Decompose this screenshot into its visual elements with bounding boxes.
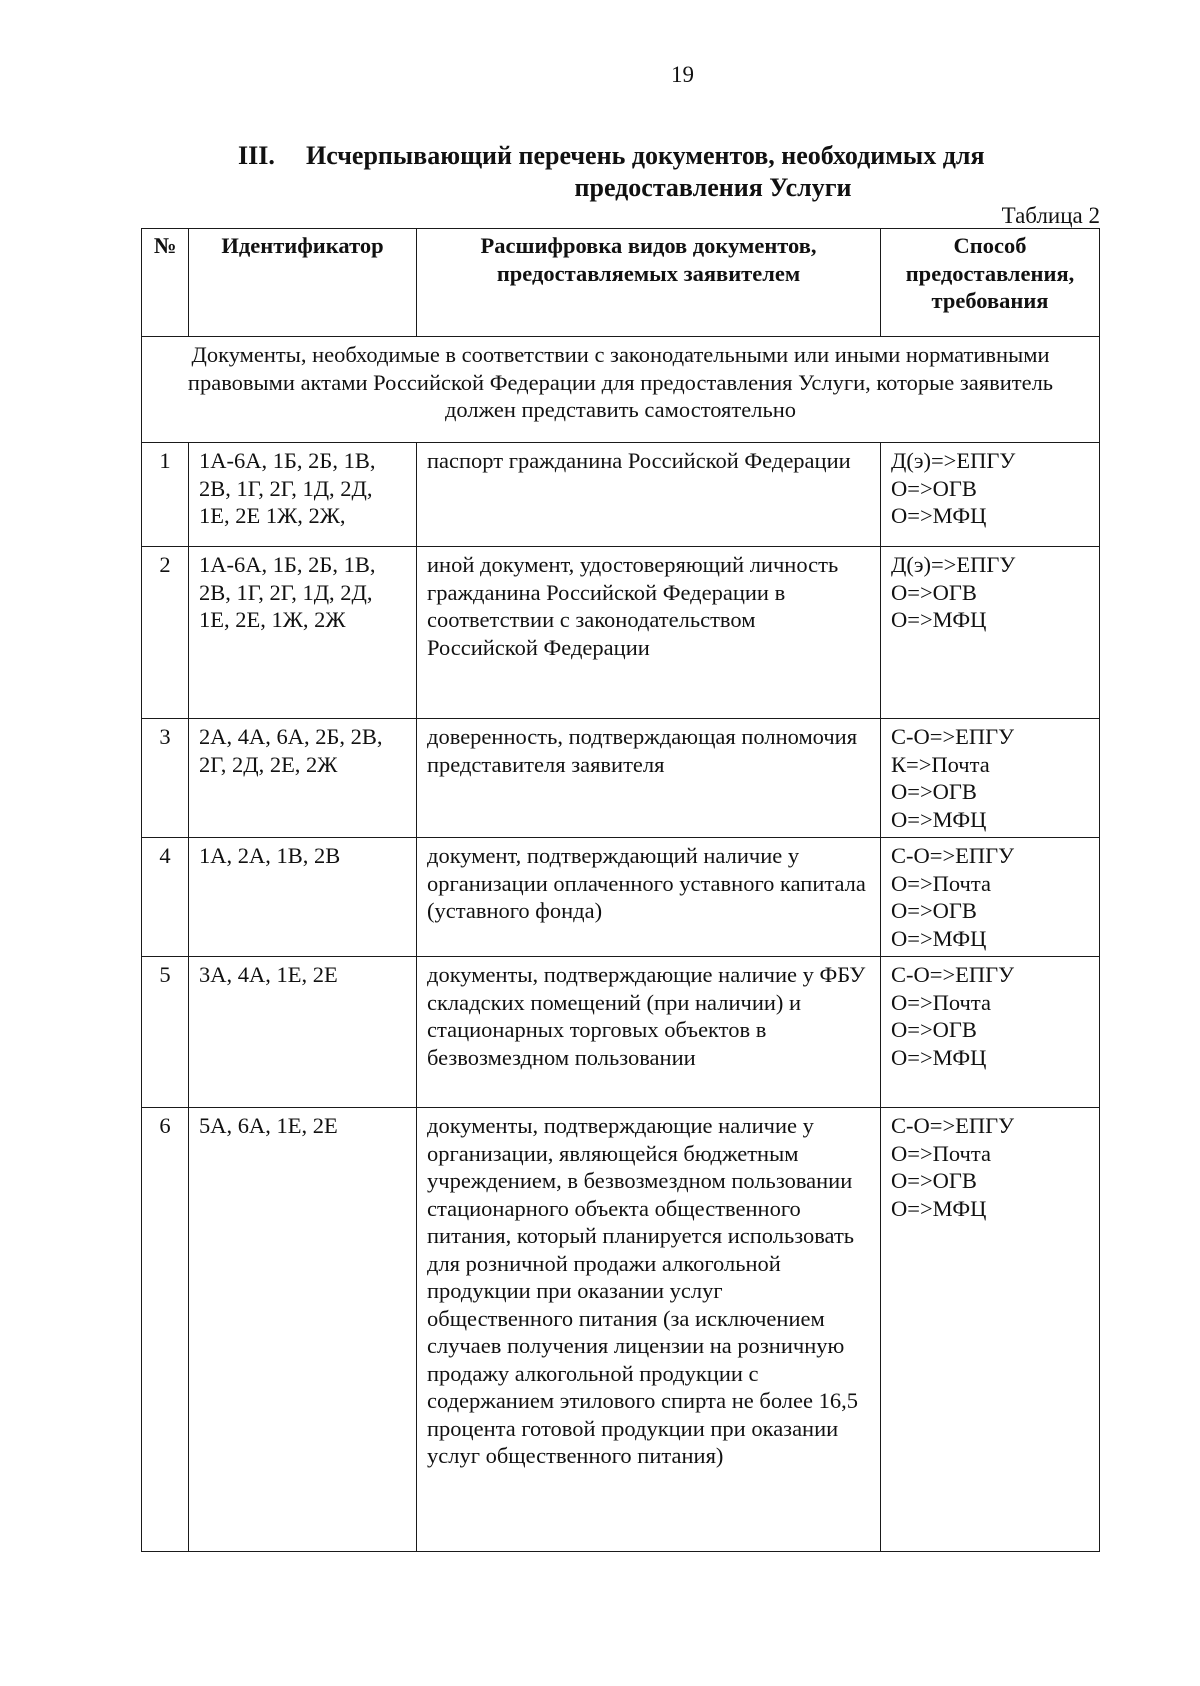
row-number: 4 bbox=[142, 838, 189, 957]
section-heading bbox=[238, 140, 1118, 204]
row-methods bbox=[881, 547, 1100, 719]
heading-line-2: предоставления Услуги bbox=[574, 173, 852, 202]
page-number: 19 bbox=[671, 62, 694, 87]
row-description: документы, подтверждающие наличие у ФБУ складских помещений (при наличии) и стационарных торговых объектов в безвозмездном пользовании bbox=[417, 957, 881, 1108]
table-row bbox=[142, 957, 1100, 1108]
method-line: О=>МФЦ bbox=[891, 607, 987, 632]
row-description: паспорт гражданина Российской Федерации bbox=[417, 443, 881, 547]
table-row bbox=[142, 719, 1100, 838]
row-methods bbox=[881, 719, 1100, 838]
row-description: документ, подтверждающий наличие у организации оплаченного уставного капитала (уставного фонда) bbox=[417, 838, 881, 957]
documents-table bbox=[141, 228, 1100, 1552]
row-number: 3 bbox=[142, 719, 189, 838]
method-line: О=>Почта bbox=[891, 870, 991, 896]
table-row bbox=[142, 1108, 1100, 1552]
method-line: О=>ОГВ bbox=[891, 1168, 977, 1193]
row-number: 6 bbox=[142, 1108, 189, 1552]
method-line: О=>ОГВ bbox=[891, 898, 977, 923]
table-row bbox=[142, 838, 1100, 957]
method-line: О=>ОГВ bbox=[891, 1017, 977, 1042]
method-line: Д(э)=>ЕПГУ bbox=[891, 552, 1016, 577]
row-methods bbox=[881, 957, 1100, 1108]
row-methods bbox=[881, 443, 1100, 547]
row-methods bbox=[881, 1108, 1100, 1552]
method-line: О=>ОГВ bbox=[891, 475, 977, 501]
row-description: иной документ, удостоверяющий личность гражданина Российской Федерации в соответствии с законодательством Российской Федерации bbox=[417, 547, 881, 719]
heading-roman-numeral: III. bbox=[238, 141, 275, 170]
table-row bbox=[142, 547, 1100, 719]
row-number: 5 bbox=[142, 957, 189, 1108]
section-row bbox=[142, 337, 1100, 443]
method-line: О=>МФЦ bbox=[891, 806, 987, 832]
row-identifier: 3А, 4А, 1Е, 2Е bbox=[189, 957, 417, 1108]
method-line: О=>МФЦ bbox=[891, 1044, 987, 1070]
method-line: О=>МФЦ bbox=[891, 1195, 987, 1221]
row-identifier: 1А, 2А, 1В, 2В bbox=[189, 838, 417, 957]
row-description: документы, подтверждающие наличие у организации, являющейся бюджетным учреждением, в безвозмездном пользовании стационарного объекта общественного питания, который планируется использовать для розничной продажи алкогольной продукции при оказании услуг общественного питания (за исключением случаев получения лицензии на розничную продажу алкогольной продукции с содержанием этилового спирта не более 16,5 процента готовой продукции при оказании услуг общественного питания) bbox=[417, 1108, 881, 1552]
row-identifier: 1А-6А, 1Б, 2Б, 1В, 2В, 1Г, 2Г, 1Д, 2Д, 1Е, 2Е, 1Ж, 2Ж bbox=[189, 547, 417, 719]
section-title: Документы, необходимые в соответствии с законодательными или иными нормативными правовыми актами Российской Федерации для предоставления Услуги, которые заявитель должен представить самостоятельно bbox=[142, 337, 1100, 443]
method-line: О=>ОГВ bbox=[891, 579, 977, 605]
row-number: 2 bbox=[142, 547, 189, 719]
header-description: Расшифровка видов документов, предоставляемых заявителем bbox=[417, 229, 881, 337]
table-header-row bbox=[142, 229, 1100, 337]
row-identifier: 1А-6А, 1Б, 2Б, 1В, 2В, 1Г, 2Г, 1Д, 2Д, 1Е, 2Е 1Ж, 2Ж, bbox=[189, 443, 417, 547]
header-number: № bbox=[142, 229, 189, 337]
method-line: О=>МФЦ bbox=[891, 925, 987, 951]
method-line: О=>МФЦ bbox=[891, 503, 987, 528]
table-row bbox=[142, 443, 1100, 547]
heading-line-1 bbox=[238, 140, 1118, 172]
header-method: Способ предоставления, требования bbox=[881, 229, 1100, 337]
method-line: С-О=>ЕПГУ bbox=[891, 1113, 1015, 1138]
row-description: доверенность, подтверждающая полномочия представителя заявителя bbox=[417, 719, 881, 838]
heading-line-1-text: Исчерпывающий перечень документов, необходимых для bbox=[306, 141, 985, 170]
method-line: О=>ОГВ bbox=[891, 779, 977, 804]
method-line: С-О=>ЕПГУ bbox=[891, 962, 1015, 987]
table-label: Таблица 2 bbox=[1001, 203, 1100, 228]
row-number: 1 bbox=[142, 443, 189, 547]
header-identifier: Идентификатор bbox=[189, 229, 417, 337]
method-line: О=>Почта bbox=[891, 989, 991, 1015]
table-body bbox=[142, 443, 1100, 1552]
method-line: К=>Почта bbox=[891, 751, 990, 777]
method-line: Д(э)=>ЕПГУ bbox=[891, 448, 1016, 473]
row-identifier: 2А, 4А, 6А, 2Б, 2В, 2Г, 2Д, 2Е, 2Ж bbox=[189, 719, 417, 838]
method-line: О=>Почта bbox=[891, 1140, 991, 1166]
row-identifier: 5А, 6А, 1Е, 2Е bbox=[189, 1108, 417, 1552]
row-methods bbox=[881, 838, 1100, 957]
method-line: С-О=>ЕПГУ bbox=[891, 724, 1015, 749]
method-line: С-О=>ЕПГУ bbox=[891, 843, 1015, 868]
